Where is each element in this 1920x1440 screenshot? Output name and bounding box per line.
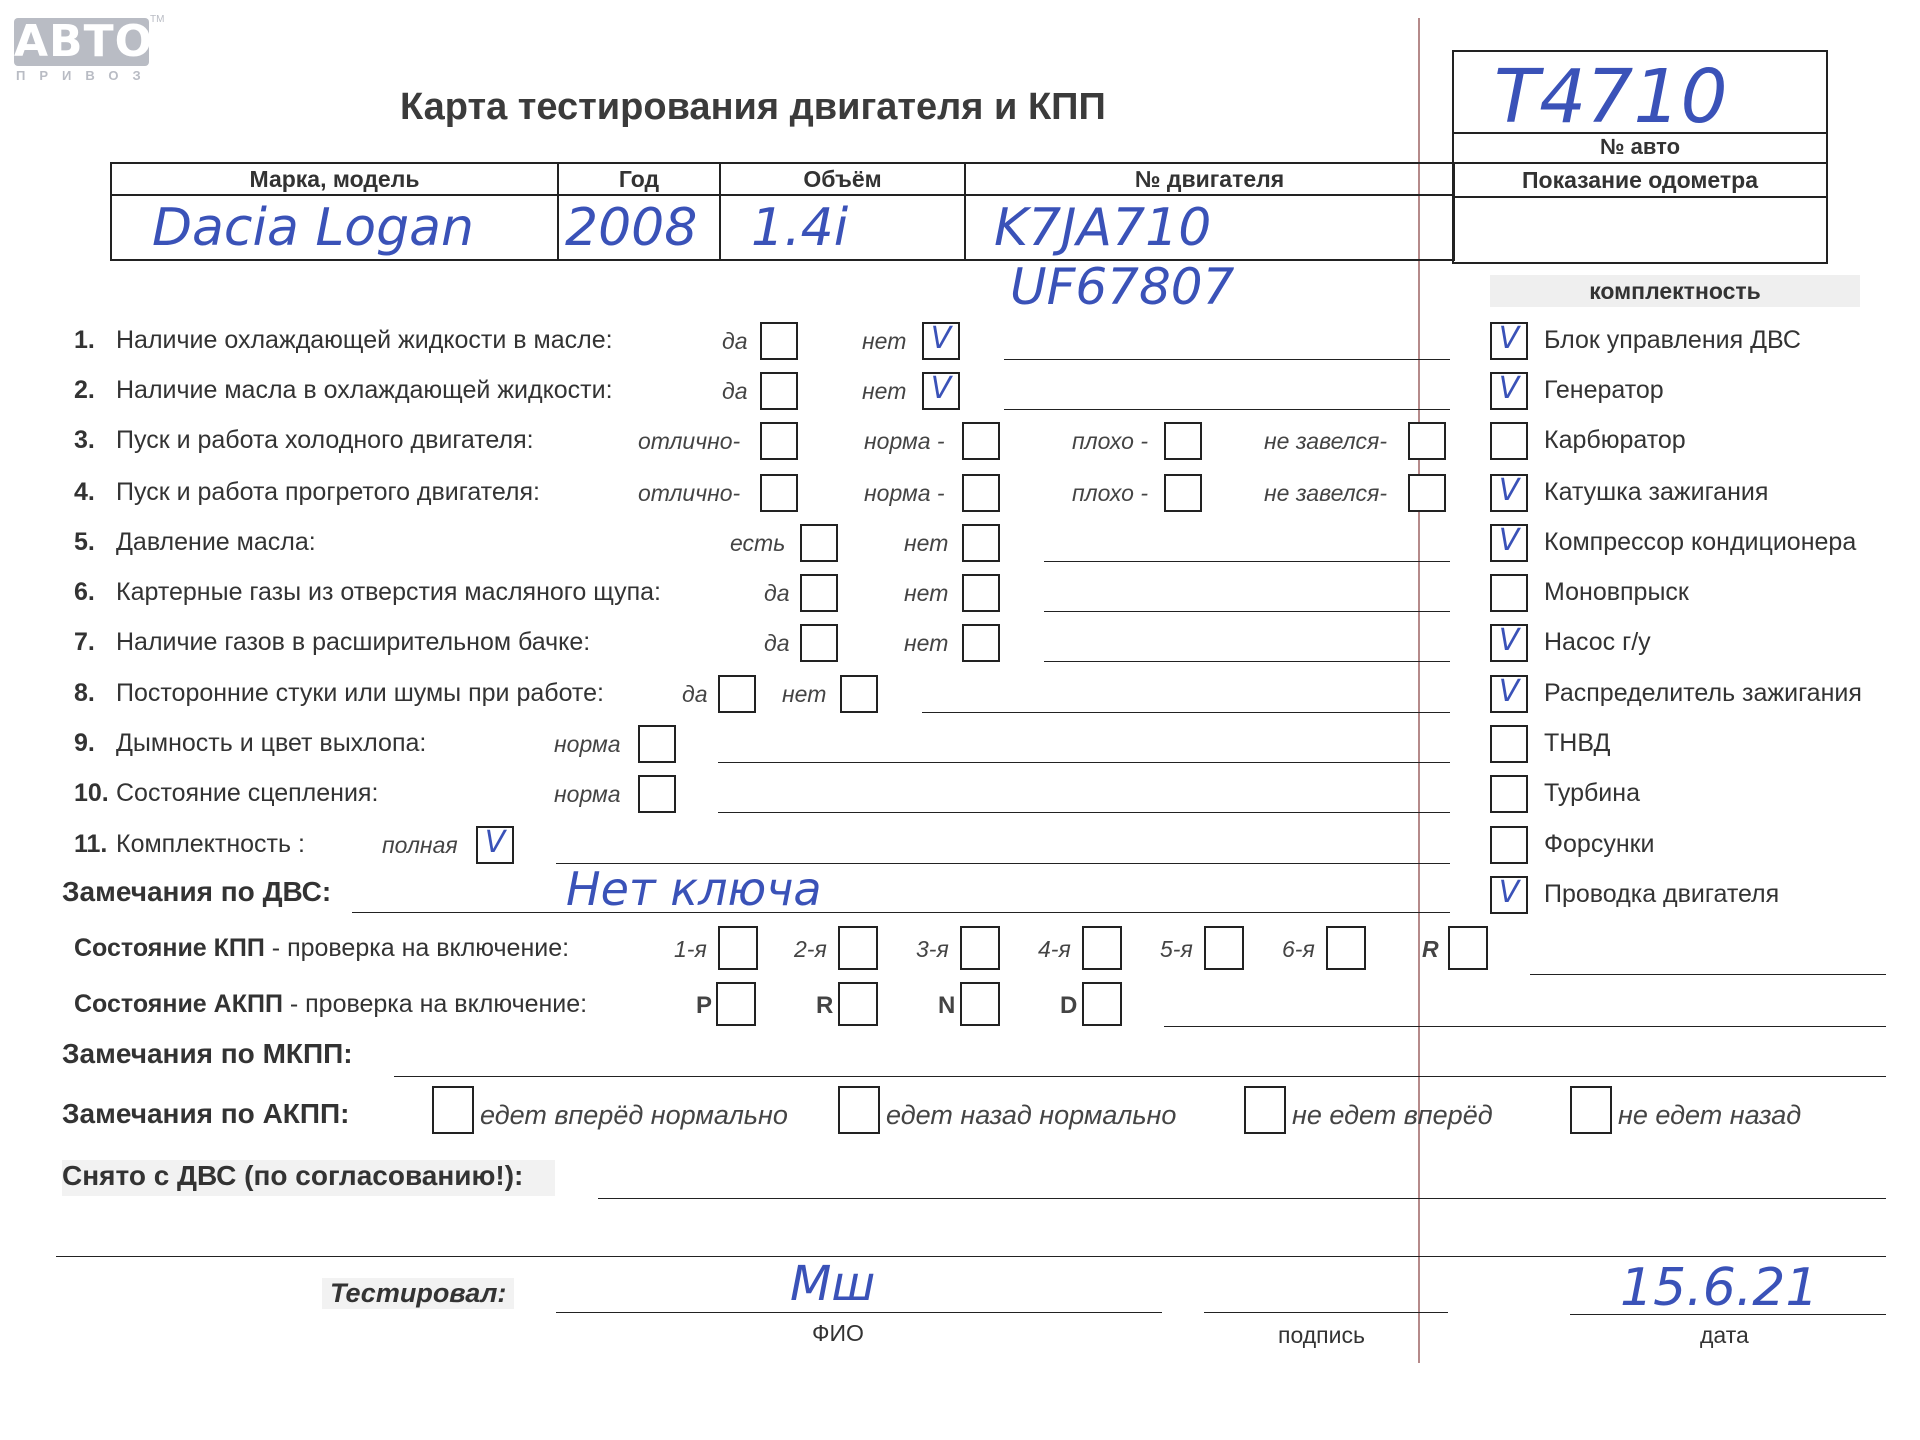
option-label: нет [862,378,907,404]
kit-checkbox[interactable] [1490,725,1528,763]
option-checkbox[interactable] [840,675,878,713]
akpp-remark-label: не едет вперёд [1292,1100,1493,1130]
akpp-remark-label: едет назад нормально [886,1100,1177,1130]
question-row [0,474,1460,514]
option-checkbox[interactable] [638,775,676,813]
model-value: Dacia Logan [111,195,558,260]
option-checkbox[interactable] [638,725,676,763]
option-label: нет [904,530,949,556]
option-checkbox[interactable] [760,422,798,460]
option-checkbox[interactable] [760,372,798,410]
question-text: Пуск и работа прогретого двигателя: [116,478,540,506]
option-label: нет [862,328,907,354]
gear-checkbox[interactable] [1326,926,1366,970]
akpp-mode-checkbox[interactable] [716,982,756,1026]
akpp-remark-label: не едет назад [1618,1100,1802,1130]
kit-heading: комплектность [1490,275,1860,307]
gear-label: 1-я [674,936,707,962]
akpp-remark-checkbox[interactable] [1570,1086,1612,1134]
akpp-label-bold: Состояние АКПП [74,990,283,1018]
kit-item[interactable] [1490,322,1910,362]
option-label: есть [730,530,786,556]
question-number: 1. [74,326,95,354]
question-number: 7. [74,628,95,656]
question-row [0,524,1460,564]
option-label: нет [782,681,827,707]
akpp-notes-line [1164,1026,1886,1027]
col-header-year: Год [558,163,720,195]
option-checkbox[interactable] [962,474,1000,512]
kit-checkbox[interactable] [1490,775,1528,813]
option-checkbox[interactable] [800,574,838,612]
akpp-remark-label: едет вперёд нормально [480,1100,788,1130]
kit-item[interactable] [1490,574,1910,614]
notes-line [718,812,1450,813]
kit-item[interactable] [1490,725,1910,765]
option-label: да [722,378,748,404]
question-row [0,826,1460,866]
kpp-label [74,934,569,963]
kit-label: Проводка двигателя [1544,880,1780,908]
remarks-mkpp-label: Замечания по МКПП: [62,1038,353,1069]
kit-item[interactable] [1490,775,1910,815]
question-number: 6. [74,578,95,606]
question-row [0,422,1460,462]
akpp-mode-label: D [1060,992,1078,1019]
gear-checkbox[interactable] [838,926,878,970]
option-checkbox[interactable] [1408,422,1446,460]
option-label: нет [904,630,949,656]
kit-item[interactable] [1490,422,1910,462]
akpp-mode-label: N [938,992,956,1019]
question-text: Наличие газов в расширительном бачке: [116,628,591,656]
option-checkbox[interactable] [760,474,798,512]
option-label: отлично- [638,480,741,506]
remarks-dvs-label: Замечания по ДВС: [62,876,332,907]
check-mark: V [1498,523,1520,558]
engine-extra-handwritten: UF67807 [1010,258,1235,316]
kpp-notes-line [1530,974,1886,975]
notes-line [1044,561,1450,562]
gear-label: R [1422,936,1439,962]
question-row [0,372,1460,412]
question-text: Дымность и цвет выхлопа: [116,729,427,757]
check-mark: V [930,371,952,406]
check-mark: V [1498,875,1520,910]
question-row [0,322,1460,362]
question-text: Посторонние стуки или шумы при работе: [116,679,604,707]
question-row [0,725,1460,765]
kit-label: Моновпрыск [1544,578,1689,606]
notes-line [1044,611,1450,612]
option-checkbox[interactable] [962,574,1000,612]
option-checkbox[interactable] [718,675,756,713]
fio-handwritten: Мш [790,1256,876,1312]
notes-line [922,712,1450,713]
gear-checkbox[interactable] [1082,926,1122,970]
option-checkbox[interactable] [800,624,838,662]
question-text: Пуск и работа холодного двигателя: [116,426,534,454]
question-number: 4. [74,478,95,506]
kit-item[interactable] [1490,624,1910,664]
option-label: да [764,580,790,606]
kit-item[interactable] [1490,524,1910,564]
option-checkbox[interactable] [800,524,838,562]
akpp-mode-checkbox[interactable] [838,982,878,1026]
notes-line [718,762,1450,763]
option-label: норма - [864,428,945,454]
kit-label: Компрессор кондиционера [1544,528,1857,556]
kit-checkbox[interactable] [1490,826,1528,864]
kit-label: Генератор [1544,376,1664,404]
kit-label: Распределитель зажигания [1544,679,1862,707]
remarks-mkpp-line [394,1076,1886,1077]
option-checkbox[interactable] [1408,474,1446,512]
option-checkbox[interactable] [1164,474,1202,512]
gear-checkbox[interactable] [1448,926,1488,970]
signature-line [1204,1312,1448,1313]
akpp-mode-label: P [696,992,713,1019]
signature-caption: подпись [1278,1322,1365,1348]
question-text: Давление масла: [116,528,316,556]
fio-caption: ФИО [812,1320,864,1346]
option-checkbox[interactable] [962,524,1000,562]
kit-label: Турбина [1544,779,1640,807]
option-label: да [682,681,708,707]
gear-checkbox[interactable] [718,926,758,970]
auto-number-box [1452,50,1828,264]
question-text: Картерные газы из отверстия масляного щупа: [116,578,661,606]
question-row [0,775,1460,815]
engine-value: K7JA710 [965,195,1454,260]
removed-line [598,1198,1886,1199]
date-line [1570,1314,1886,1315]
logo-tm: TM [150,14,165,25]
tested-label: Тестировал: [322,1278,514,1309]
removed-label: Снято с ДВС (по согласованию!): [62,1160,555,1196]
volume-value: 1.4i [720,195,965,260]
option-label: норма - [864,480,945,506]
question-text: Состояние сцепления: [116,779,379,807]
option-label: плохо - [1072,428,1148,454]
kit-label: Насос г/у [1544,628,1651,656]
option-label: не завелся- [1264,480,1388,506]
kit-label: Карбюратор [1544,426,1686,454]
option-checkbox[interactable] [760,322,798,360]
question-number: 3. [74,426,95,454]
akpp-remark-checkbox[interactable] [432,1086,474,1134]
kpp-label-rest: - проверка на включение: [264,934,570,962]
kit-label: ТНВД [1544,729,1611,757]
check-mark: V [1498,321,1520,356]
logo-subtitle: ПРИВОЗ [16,68,155,83]
question-text: Комплектность : [116,830,305,858]
col-header-model: Марка, модель [111,163,558,195]
kit-item[interactable] [1490,675,1910,715]
option-label: норма [554,731,621,757]
auto-number-handwritten: T4710 [1494,54,1728,140]
kit-checkbox[interactable] [1490,574,1528,612]
date-caption: дата [1700,1322,1749,1348]
kit-checkbox[interactable] [1490,422,1528,460]
year-value: 2008 [558,195,720,260]
page-title: Карта тестирования двигателя и КПП [400,86,1106,128]
question-text: Наличие масла в охлаждающей жидкости: [116,376,613,404]
col-header-volume: Объём [720,163,965,195]
option-label: не завелся- [1264,428,1388,454]
remarks-dvs-handwritten: Нет ключа [566,862,822,916]
question-text: Наличие охлаждающей жидкости в масле: [116,326,613,354]
akpp-remark-checkbox[interactable] [1244,1086,1286,1134]
question-number: 2. [74,376,95,404]
kit-label: Форсунки [1544,830,1655,858]
akpp-label-rest: - проверка на включение: [282,990,588,1018]
akpp-label [74,990,587,1019]
check-mark: V [1498,371,1520,406]
question-number: 5. [74,528,95,556]
gear-label: 5-я [1160,936,1193,962]
remarks-dvs-line [352,912,1450,913]
kit-item[interactable] [1490,876,1910,916]
auto-number-label: № авто [1454,132,1826,160]
check-mark: V [1498,623,1520,658]
akpp-mode-checkbox[interactable] [960,982,1000,1026]
option-checkbox[interactable] [962,422,1000,460]
notes-line [1044,661,1450,662]
col-header-engine: № двигателя [965,163,1454,195]
check-mark: V [1498,473,1520,508]
footer-separator [56,1256,1886,1257]
check-mark: V [484,825,506,860]
check-mark: V [930,321,952,356]
gear-label: 3-я [916,936,949,962]
fio-line [556,1312,1162,1313]
question-row [0,624,1460,664]
remarks-akpp-label: Замечания по АКПП: [62,1098,350,1129]
question-number: 11. [74,830,108,858]
gear-label: 2-я [794,936,827,962]
kit-item[interactable] [1490,474,1910,514]
option-label: да [764,630,790,656]
kpp-label-bold: Состояние КПП [74,934,265,962]
akpp-mode-checkbox[interactable] [1082,982,1122,1026]
akpp-remark-checkbox[interactable] [838,1086,880,1134]
option-label: норма [554,781,621,807]
check-mark: V [1498,674,1520,709]
gear-label: 4-я [1038,936,1071,962]
question-row [0,675,1460,715]
option-label: плохо - [1072,480,1148,506]
option-label: полная [382,832,458,858]
option-checkbox[interactable] [1164,422,1202,460]
notes-line [1004,359,1450,360]
kit-item[interactable] [1490,826,1910,866]
odometer-label: Показание одометра [1454,162,1826,198]
gear-label: 6-я [1282,936,1315,962]
option-label: нет [904,580,949,606]
question-number: 10. [74,779,109,807]
date-handwritten: 15.6.21 [1620,1258,1819,1318]
logo: АВТО [14,16,154,67]
kit-item[interactable] [1490,372,1910,412]
option-checkbox[interactable] [962,624,1000,662]
question-number: 8. [74,679,95,707]
question-number: 9. [74,729,95,757]
kit-label: Катушка зажигания [1544,478,1769,506]
option-label: да [722,328,748,354]
gear-checkbox[interactable] [1204,926,1244,970]
akpp-mode-label: R [816,992,834,1019]
option-label: отлично- [638,428,741,454]
gear-checkbox[interactable] [960,926,1000,970]
notes-line [1004,409,1450,410]
kit-label: Блок управления ДВС [1544,326,1801,354]
vehicle-table [110,162,1455,261]
question-row [0,574,1460,614]
